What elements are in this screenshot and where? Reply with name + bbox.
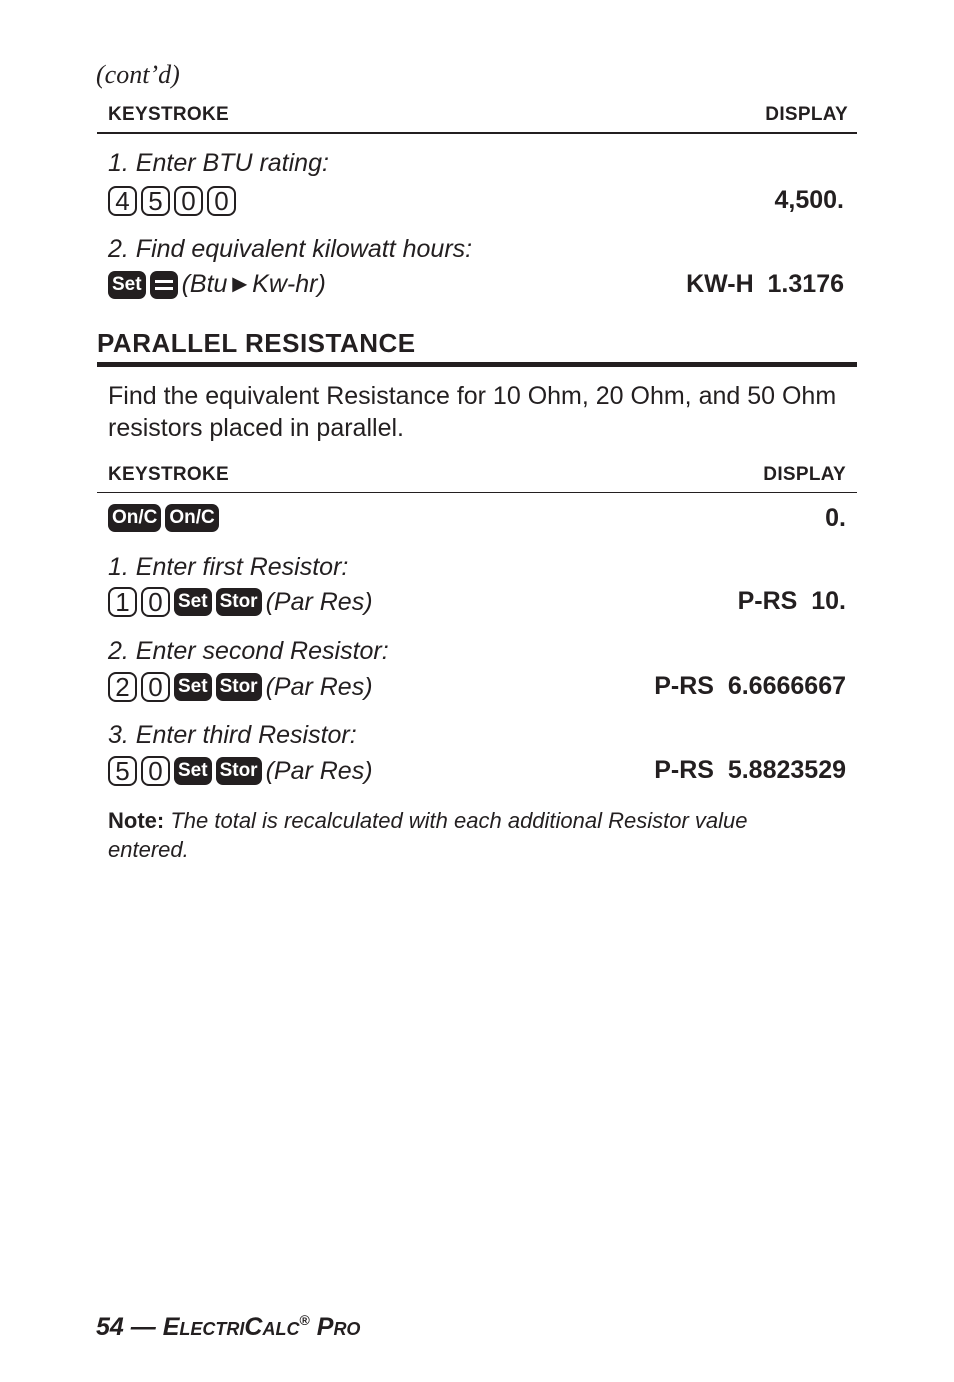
set-key: Set [174, 757, 212, 785]
keystroke-header: KEYSTROKE [108, 104, 229, 125]
stor-key: Stor [216, 588, 262, 616]
stor-key: Stor [216, 673, 262, 701]
step-label: 1. Enter first Resistor: [108, 553, 349, 581]
brand-part: E [162, 1313, 180, 1341]
on-c-key: On/C [165, 504, 218, 532]
header-divider [97, 132, 857, 134]
keystroke-sequence [108, 672, 373, 702]
contd-label: (cont’d) [96, 60, 180, 89]
step-label: 1. Enter BTU rating: [108, 149, 329, 177]
keystroke-sequence [108, 186, 236, 216]
page-footer [96, 1312, 360, 1342]
note [108, 806, 768, 864]
note-label: Note: [108, 808, 165, 833]
section-divider [97, 362, 857, 367]
key-2: 2 [108, 672, 137, 702]
brand-part: RO [333, 1319, 361, 1339]
display-value: 0. [825, 504, 846, 532]
display-value: 4,500. [774, 186, 844, 214]
equals-icon [155, 278, 173, 292]
key-note: (Par Res) [265, 672, 373, 701]
set-key: Set [174, 588, 212, 616]
display-value: P-RS 6.6666667 [654, 672, 846, 700]
keystroke-header: KEYSTROKE [108, 464, 229, 485]
key-5: 5 [141, 186, 170, 216]
key-0: 0 [141, 587, 170, 617]
keystroke-sequence [108, 504, 219, 532]
section-description: Find the equivalent Resistance for 10 Ohm, 20 Ohm, and 50 Ohm resistors placed in parallel. [108, 382, 837, 442]
key-0: 0 [207, 186, 236, 216]
keystroke-sequence [108, 270, 326, 299]
key-4: 4 [108, 186, 137, 216]
key-note: (Btu►Kw-hr) [181, 270, 326, 298]
key-5: 5 [108, 756, 137, 786]
keystroke-sequence [108, 756, 373, 786]
key-1: 1 [108, 587, 137, 617]
note-text: The total is recalculated with each additional Resistor value entered. [108, 808, 748, 862]
step-label: 3. Enter third Resistor: [108, 721, 357, 749]
key-0: 0 [174, 186, 203, 216]
key-note: (Par Res) [265, 756, 373, 785]
stor-key: Stor [216, 757, 262, 785]
brand-part: LECTRI [179, 1319, 245, 1339]
brand-part: P [316, 1313, 334, 1341]
on-c-key: On/C [108, 504, 161, 532]
equals-key [150, 271, 178, 299]
step-label: 2. Enter second Resistor: [108, 637, 389, 665]
display-value: P-RS 10. [737, 587, 846, 615]
header-divider [97, 492, 857, 493]
display-header: DISPLAY [765, 104, 848, 125]
key-0: 0 [141, 756, 170, 786]
display-header: DISPLAY [763, 464, 846, 485]
registered-mark: ® [299, 1312, 310, 1328]
footer-dash: — [130, 1313, 156, 1341]
key-note: (Par Res) [265, 587, 373, 616]
brand-part: C [244, 1313, 263, 1341]
brand-part: ALC [262, 1319, 300, 1339]
set-key: Set [108, 271, 146, 299]
section-title: PARALLEL RESISTANCE [97, 328, 416, 358]
display-value: KW-H 1.3176 [686, 270, 844, 298]
display-value: P-RS 5.8823529 [654, 756, 846, 784]
page-number: 54 [96, 1313, 124, 1341]
keystroke-sequence [108, 587, 373, 617]
set-key: Set [174, 673, 212, 701]
key-0: 0 [141, 672, 170, 702]
step-label: 2. Find equivalent kilowatt hours: [108, 235, 473, 263]
